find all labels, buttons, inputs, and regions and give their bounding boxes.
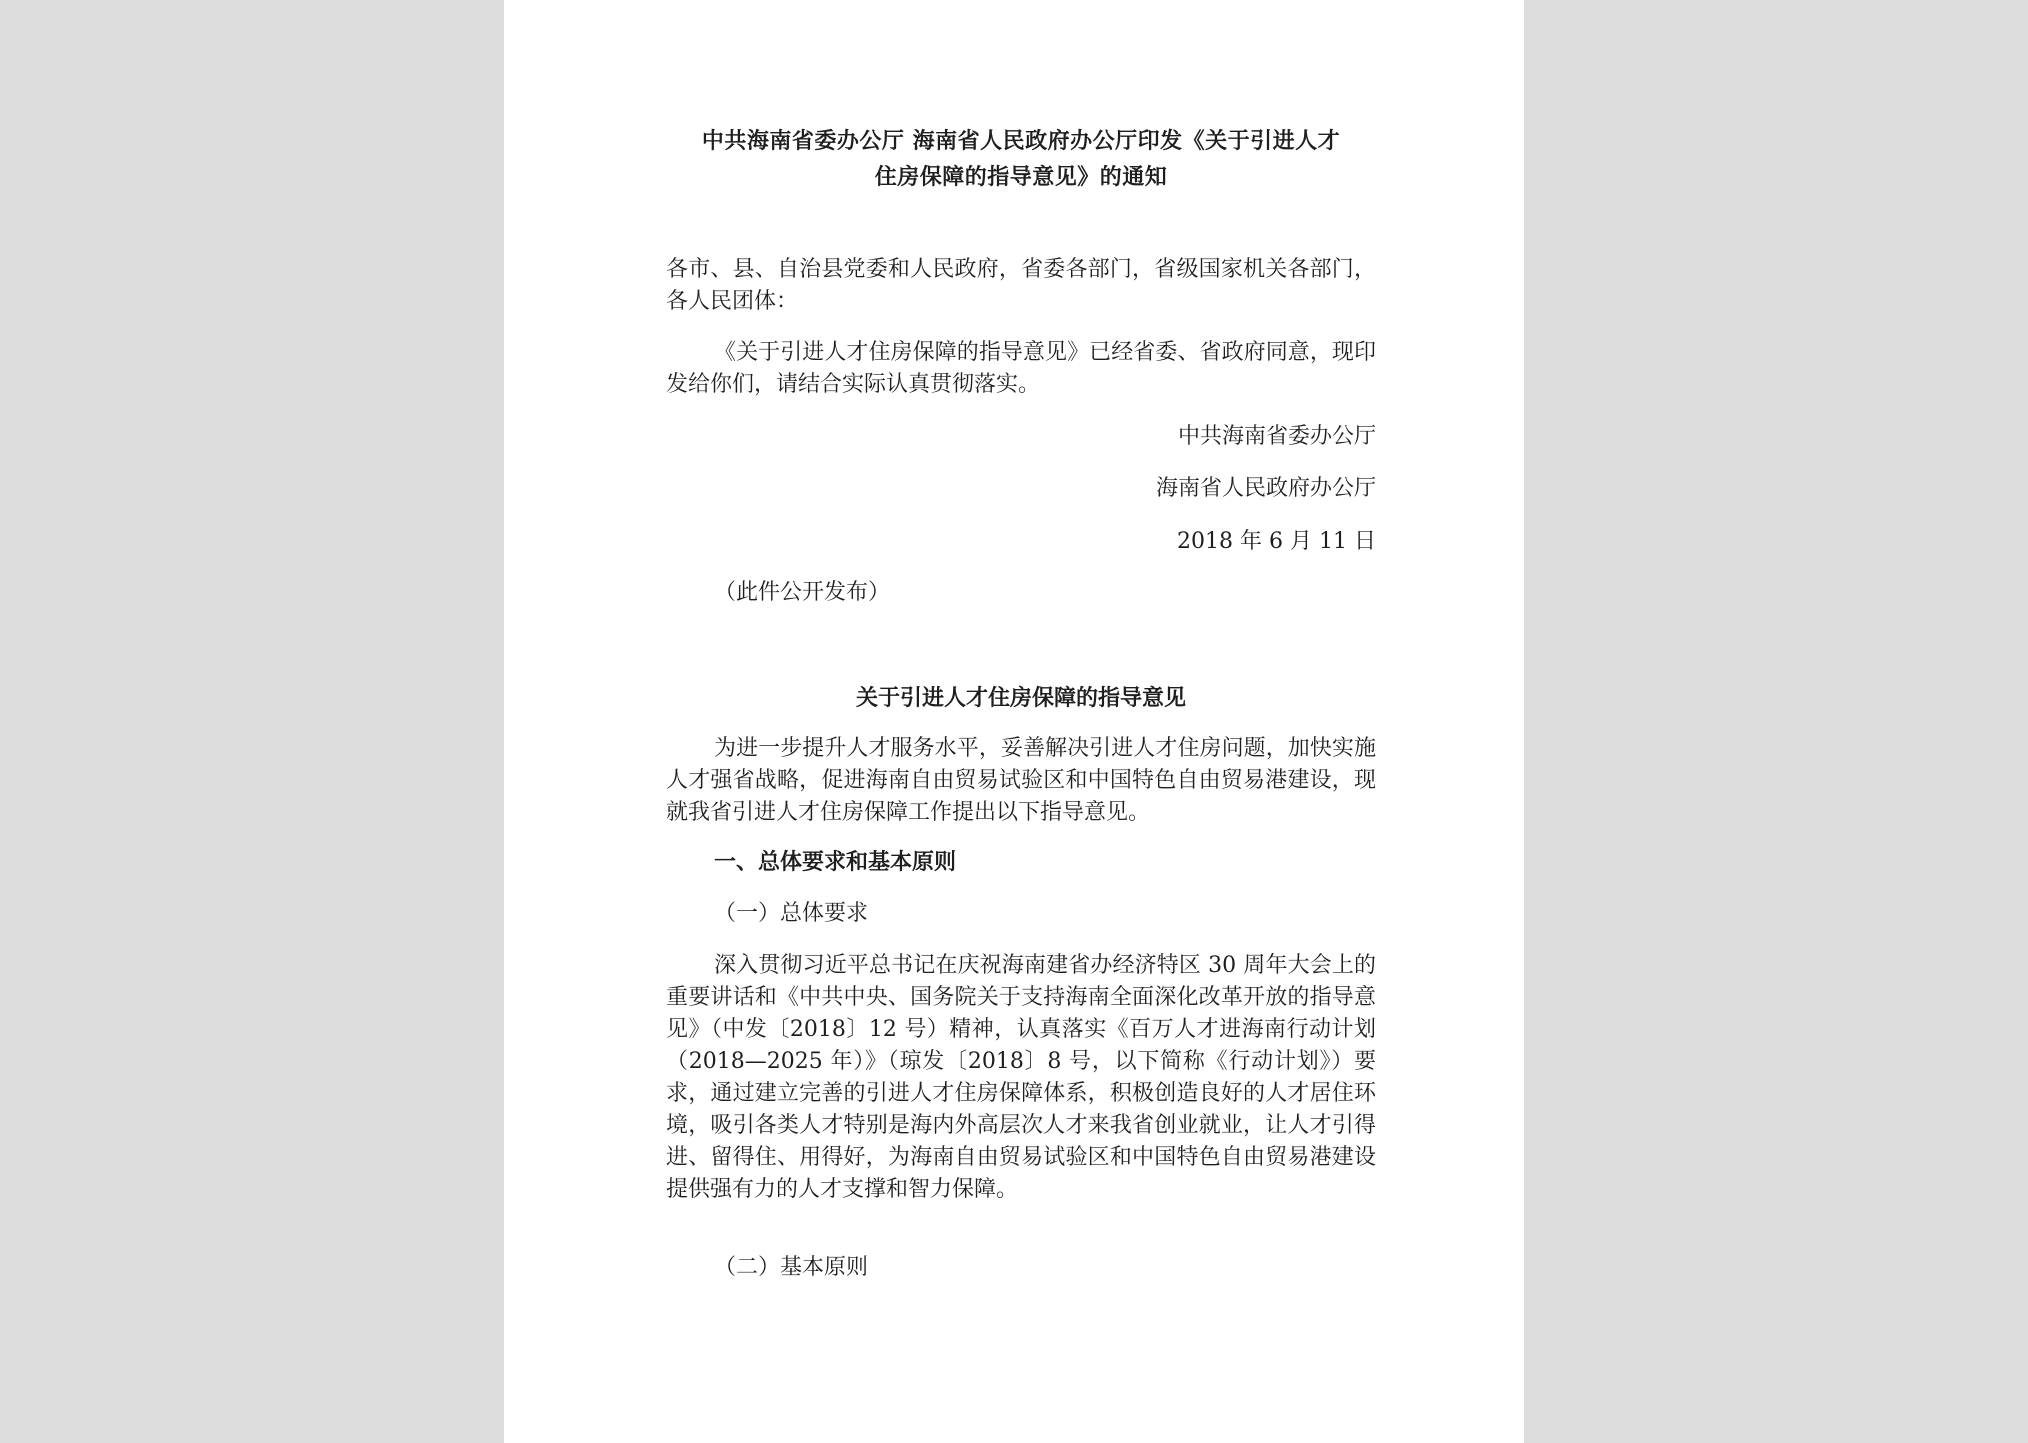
signature-government-office: 海南省人民政府办公厅 [1155,476,1376,501]
publish-note: （此件公开发布） [714,580,891,605]
section-heading-1: 一、总体要求和基本原则 [714,849,957,875]
intro-paragraph: 为进一步提升人才服务水平，妥善解决引进人才住房问题，加快实施人才强省战略，促进海南自由贸易试验区和中国特色自由贸易港建设，现就我省引进人才住房保障工作提出以下指导意见。 [666,736,1376,825]
notice-body: 《关于引进人才住房保障的指导意见》已经省委、省政府同意，现印发给你们，请结合实际认真贯彻落实。 [666,340,1376,397]
title-line-1: 中共海南省委办公厅 海南省人民政府办公厅印发《关于引进人才 [701,128,1341,154]
subsection-1-block [666,950,1376,1206]
intro-block [666,733,1376,829]
opinion-title: 关于引进人才住房保障的指导意见 [855,685,1186,711]
title-line-2: 住房保障的指导意见》的通知 [874,164,1168,190]
notice-body-block [666,337,1376,401]
addressee: 各市、县、自治县党委和人民政府，省委各部门，省级国家机关各部门，各人民团体： [666,257,1376,314]
document-title [654,123,1388,195]
document-page [504,0,1524,1443]
addressee-block [666,254,1376,318]
signature-party-office: 中共海南省委办公厅 [1177,424,1376,449]
issue-date: 2018 年 6 月 11 日 [1177,529,1376,554]
subsection-heading-1: （一）总体要求 [714,901,869,926]
subsection-1-paragraph: 深入贯彻习近平总书记在庆祝海南建省办经济特区 30 周年大会上的重要讲话和《中共中央、国务院关于支持海南全面深化改革开放的指导意见》（中发〔2018〕12 号）精神，认真落实《百万人才进海南行动计划（2018—2025 年）》（琼发〔2018〕8 号，以下简称《行动计划》）要求，通过建立完善的引进人才住房保障体系，积极创造良好的人才居住环境，吸引各类人才特别是海内外高层次人才来我省创业就业，让人才引得进、留得住、用得好，为海南自由贸易试验区和中国特色自由贸易港建设提供强有力的人才支撑和智力保障。 [666,953,1376,1202]
subsection-heading-2: （二）基本原则 [714,1255,869,1280]
